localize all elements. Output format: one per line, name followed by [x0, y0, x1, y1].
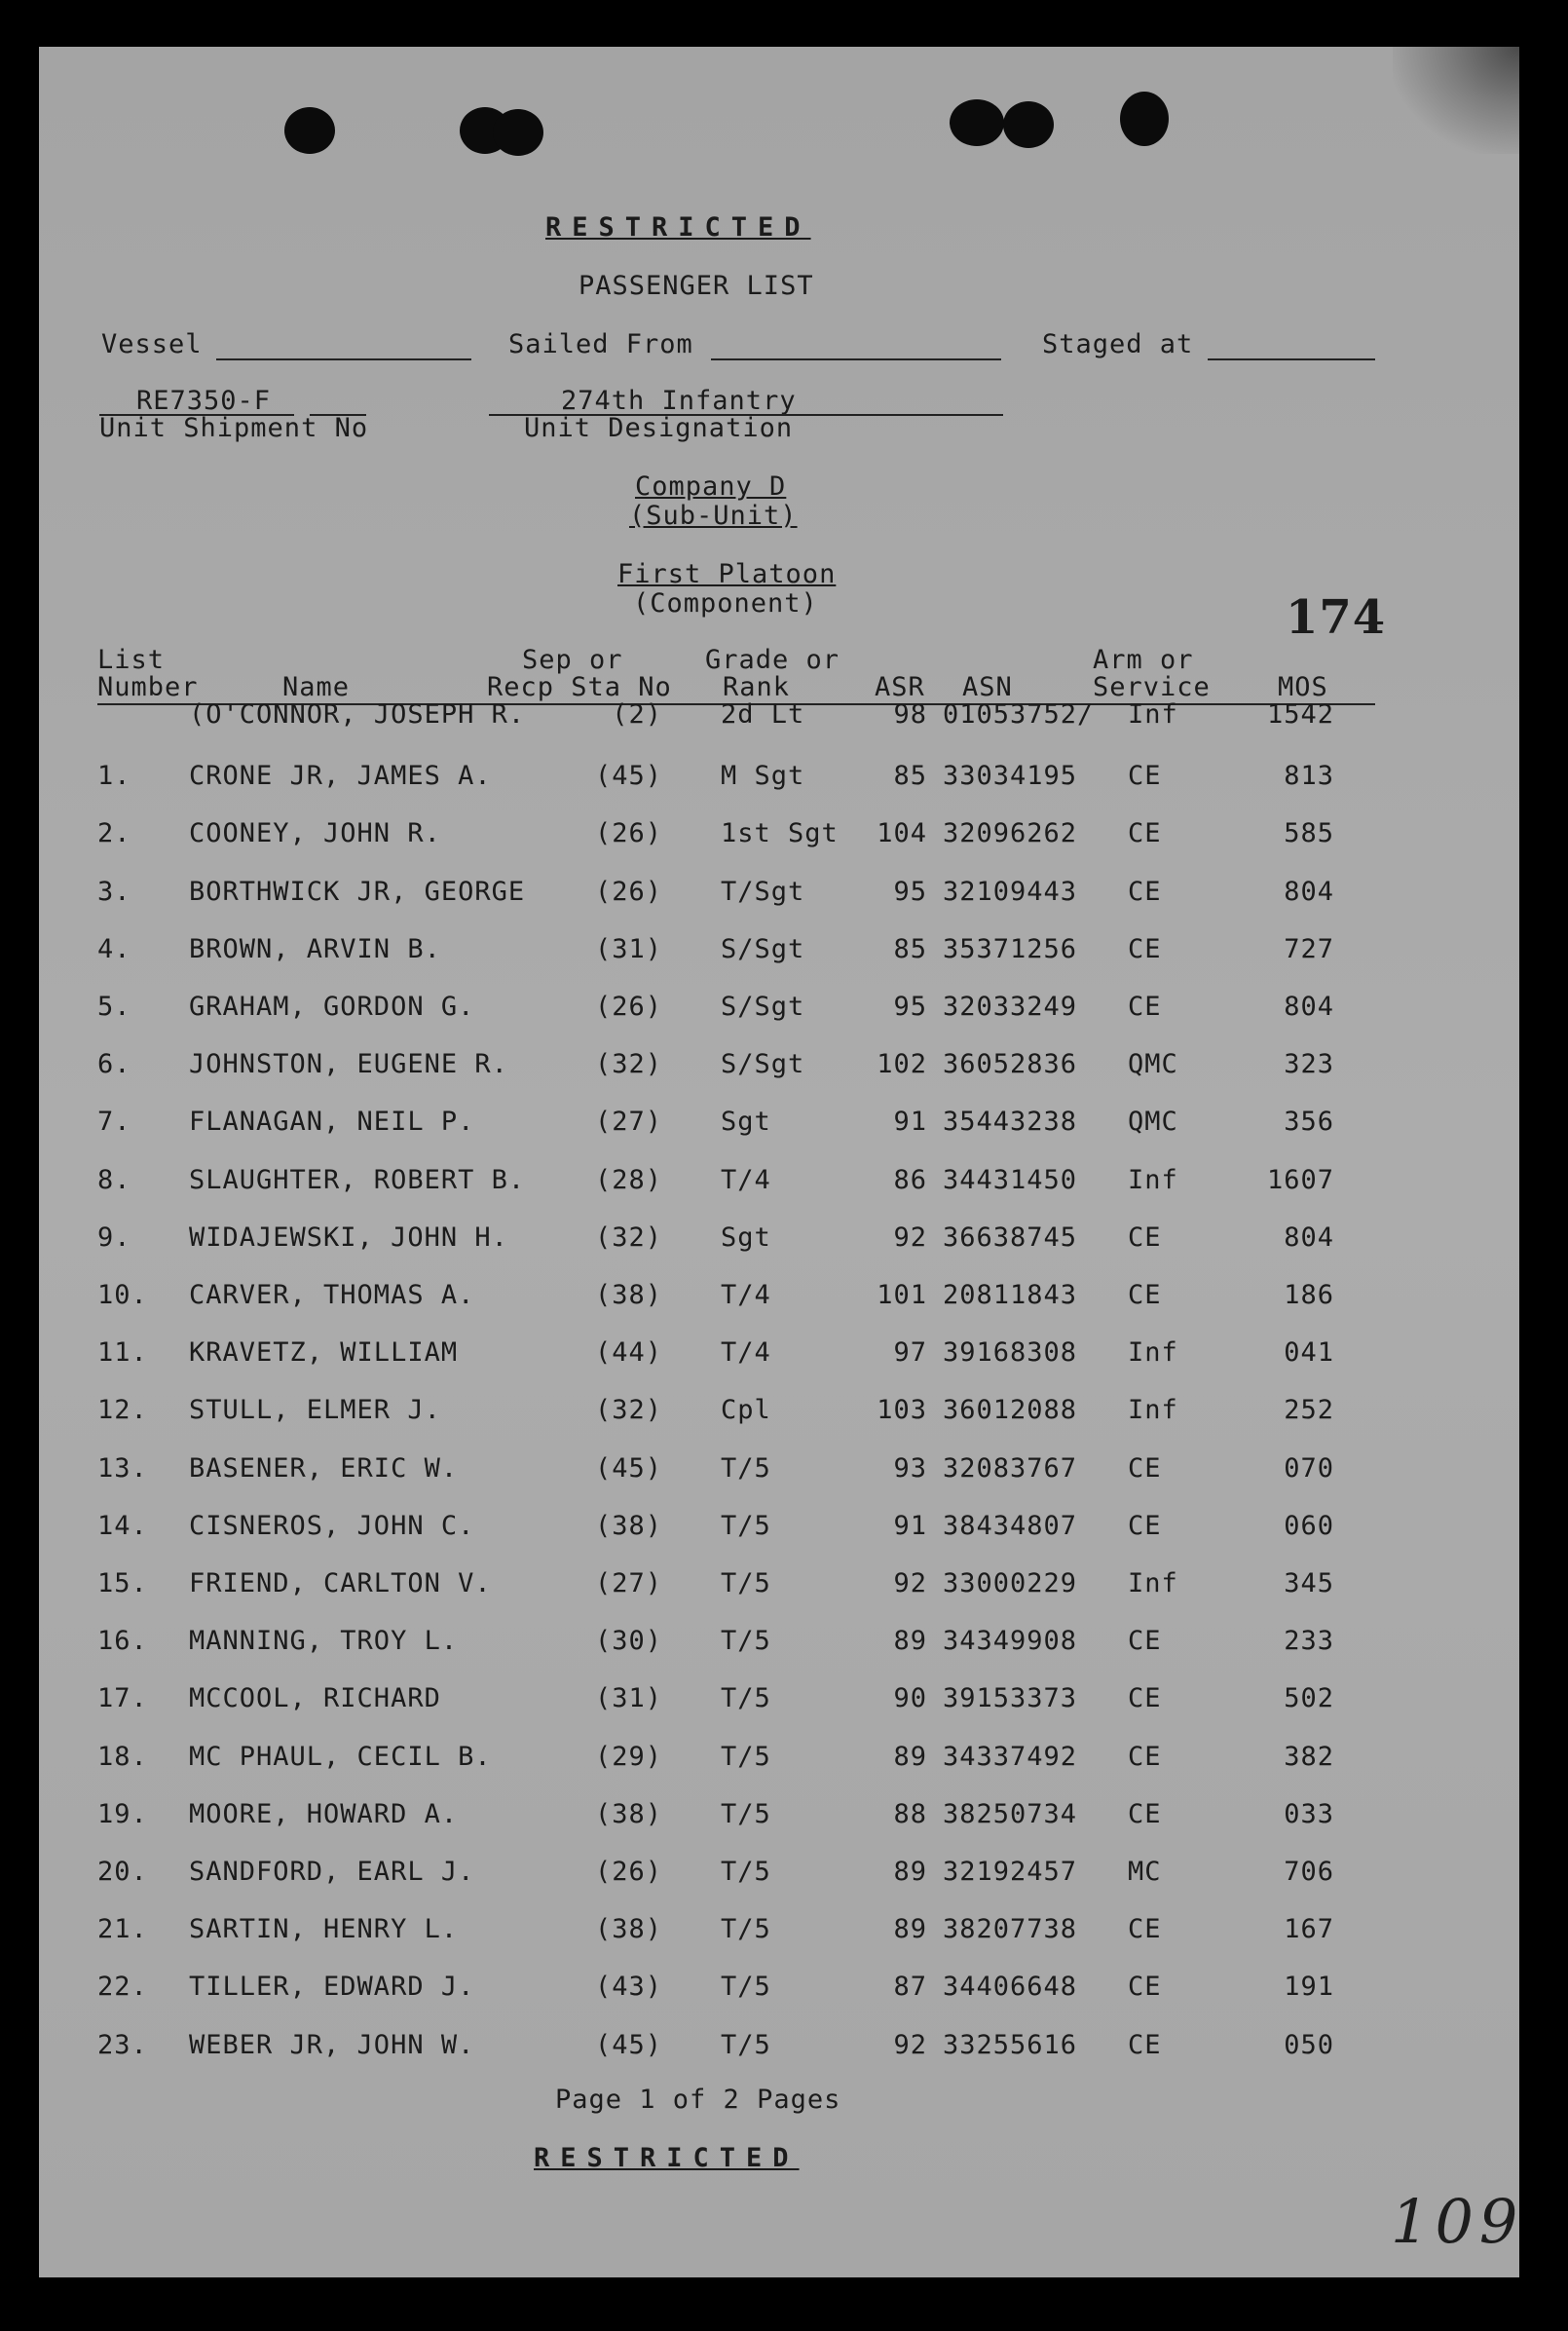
cell-mos: 070 — [1284, 1453, 1334, 1484]
cell-rank: S/Sgt — [721, 934, 805, 964]
cell-name: BROWN, ARVIN B. — [189, 934, 441, 964]
cell-mos: 323 — [1284, 1049, 1334, 1079]
cell-name: STULL, ELMER J. — [189, 1395, 441, 1425]
table-row — [39, 992, 1519, 1031]
cell-rank: 2d Lt — [721, 699, 805, 730]
staged-at-line — [1208, 358, 1375, 360]
cell-sta: (43) — [594, 1972, 662, 2002]
cell-mos: 050 — [1284, 2030, 1334, 2060]
cell-mos: 041 — [1284, 1337, 1334, 1368]
cell-num: 18. — [97, 1742, 148, 1772]
cell-sta: (28) — [594, 1165, 662, 1195]
cell-svc: CE — [1128, 1222, 1162, 1253]
cell-asr: 93 — [893, 1453, 927, 1484]
cell-num: 19. — [97, 1799, 148, 1829]
cell-svc: QMC — [1128, 1049, 1178, 1079]
cell-num: 23. — [97, 2030, 148, 2060]
cell-asr: 92 — [893, 2030, 927, 2060]
cell-rank: T/5 — [721, 1626, 771, 1656]
cell-mos: 502 — [1284, 1683, 1334, 1713]
cell-sta: (45) — [594, 761, 662, 791]
cell-sta: (38) — [594, 1280, 662, 1310]
cell-mos: 706 — [1284, 1857, 1334, 1887]
cell-asn: 38434807 — [943, 1511, 1078, 1541]
cell-asr: 104 — [877, 818, 927, 848]
cell-svc: CE — [1128, 1972, 1162, 2002]
cell-sta: (44) — [594, 1337, 662, 1368]
cell-asr: 103 — [877, 1395, 927, 1425]
cell-asn: 33255616 — [943, 2030, 1078, 2060]
cell-asn: 39153373 — [943, 1683, 1078, 1713]
cell-sta: (38) — [594, 1914, 662, 1944]
punch-hole — [950, 99, 1004, 146]
cell-svc: CE — [1128, 1683, 1162, 1713]
cell-name: BASENER, ERIC W. — [189, 1453, 459, 1484]
cell-asn: 36638745 — [943, 1222, 1078, 1253]
cell-svc: CE — [1128, 1914, 1162, 1944]
cell-name: SLAUGHTER, ROBERT B. — [189, 1165, 526, 1195]
cell-mos: 727 — [1284, 934, 1334, 964]
cell-num: 3. — [97, 877, 131, 907]
cell-mos: 252 — [1284, 1395, 1334, 1425]
cell-asr: 89 — [893, 1857, 927, 1887]
sailed-from-label: Sailed From — [508, 329, 693, 359]
cell-sta: (32) — [594, 1395, 662, 1425]
cell-mos: 345 — [1284, 1568, 1334, 1598]
cell-mos: 382 — [1284, 1742, 1334, 1772]
cell-mos: 804 — [1284, 877, 1334, 907]
vessel-label: Vessel — [101, 329, 203, 359]
cell-mos: 813 — [1284, 761, 1334, 791]
cell-asn: 38250734 — [943, 1799, 1078, 1829]
cell-asn: 32033249 — [943, 992, 1078, 1022]
table-row — [39, 934, 1519, 973]
cell-name: WIDAJEWSKI, JOHN H. — [189, 1222, 508, 1253]
table-row — [39, 1799, 1519, 1838]
cell-name: CARVER, THOMAS A. — [189, 1280, 475, 1310]
cell-asn: 01053752/ — [943, 699, 1095, 730]
cell-svc: Inf — [1128, 699, 1178, 730]
table-row — [39, 761, 1519, 800]
cell-svc: CE — [1128, 818, 1162, 848]
cell-name: SANDFORD, EARL J. — [189, 1857, 475, 1887]
component-label: (Component) — [633, 588, 818, 619]
cell-sta: (38) — [594, 1511, 662, 1541]
cell-asr: 91 — [893, 1107, 927, 1137]
cell-num: 20. — [97, 1857, 148, 1887]
cell-name: TILLER, EDWARD J. — [189, 1972, 475, 2002]
cell-asr: 88 — [893, 1799, 927, 1829]
cell-svc: Inf — [1128, 1395, 1178, 1425]
table-row — [39, 1914, 1519, 1953]
cell-asr: 91 — [893, 1511, 927, 1541]
cell-asr: 92 — [893, 1222, 927, 1253]
cell-asn: 38207738 — [943, 1914, 1078, 1944]
cell-mos: 167 — [1284, 1914, 1334, 1944]
cell-svc: Inf — [1128, 1165, 1178, 1195]
cell-svc: CE — [1128, 761, 1162, 791]
col-sep-top: Sep or — [522, 645, 623, 675]
cell-asn: 34431450 — [943, 1165, 1078, 1195]
cell-asr: 90 — [893, 1683, 927, 1713]
cell-rank: S/Sgt — [721, 992, 805, 1022]
cell-asn: 32096262 — [943, 818, 1078, 848]
vessel-line — [216, 358, 471, 360]
cell-asn: 36052836 — [943, 1049, 1078, 1079]
cell-rank: T/5 — [721, 1742, 771, 1772]
col-list-bottom: Number — [97, 672, 199, 702]
col-grade-bottom: Rank — [723, 672, 791, 702]
cell-rank: T/5 — [721, 1799, 771, 1829]
cell-num: 11. — [97, 1337, 148, 1368]
page-count: Page 1 of 2 Pages — [555, 2085, 841, 2115]
cell-rank: T/Sgt — [721, 877, 805, 907]
component-value: First Platoon — [617, 559, 837, 589]
punch-hole — [1120, 92, 1169, 146]
cell-name: WEBER JR, JOHN W. — [189, 2030, 475, 2060]
cell-asr: 89 — [893, 1626, 927, 1656]
cell-name: COONEY, JOHN R. — [189, 818, 441, 848]
cell-svc: CE — [1128, 1511, 1162, 1541]
cell-mos: 585 — [1284, 818, 1334, 848]
cell-rank: Sgt — [721, 1222, 771, 1253]
table-row — [39, 1337, 1519, 1376]
cell-asr: 89 — [893, 1742, 927, 1772]
table-row — [39, 877, 1519, 916]
cell-asn: 35371256 — [943, 934, 1078, 964]
col-asr: ASR — [875, 672, 925, 702]
cell-rank: T/5 — [721, 1453, 771, 1484]
cell-rank: T/4 — [721, 1165, 771, 1195]
cell-svc: Inf — [1128, 1337, 1178, 1368]
cell-asr: 87 — [893, 1972, 927, 2002]
cell-sta: (38) — [594, 1799, 662, 1829]
cell-num: 9. — [97, 1222, 131, 1253]
cell-sta: (45) — [594, 1453, 662, 1484]
cell-asn: 34337492 — [943, 1742, 1078, 1772]
table-row — [39, 2030, 1519, 2069]
cell-svc: CE — [1128, 1280, 1162, 1310]
cell-rank: T/5 — [721, 2030, 771, 2060]
cell-num: 6. — [97, 1049, 131, 1079]
cell-mos: 060 — [1284, 1511, 1334, 1541]
cell-asn: 36012088 — [943, 1395, 1078, 1425]
col-arm-top: Arm or — [1093, 645, 1194, 675]
cell-svc: QMC — [1128, 1107, 1178, 1137]
cell-asr: 97 — [893, 1337, 927, 1368]
cell-asn: 34349908 — [943, 1626, 1078, 1656]
punch-hole — [284, 107, 335, 154]
table-row — [39, 1626, 1519, 1665]
cell-asr: 98 — [893, 699, 927, 730]
cell-num: 10. — [97, 1280, 148, 1310]
cell-sta: (27) — [594, 1568, 662, 1598]
cell-sta: (31) — [594, 1683, 662, 1713]
cell-svc: CE — [1128, 1626, 1162, 1656]
cell-name: MOORE, HOWARD A. — [189, 1799, 459, 1829]
cell-num: 22. — [97, 1972, 148, 2002]
cell-rank: T/4 — [721, 1337, 771, 1368]
cell-asr: 95 — [893, 877, 927, 907]
col-grade-top: Grade or — [705, 645, 840, 675]
restricted-title-bottom: RESTRICTED — [534, 2143, 800, 2173]
cell-name: MCCOOL, RICHARD — [189, 1683, 441, 1713]
cell-rank: T/4 — [721, 1280, 771, 1310]
cell-name: GRAHAM, GORDON G. — [189, 992, 475, 1022]
table-row — [39, 1165, 1519, 1204]
cell-rank: Cpl — [721, 1395, 771, 1425]
cell-num: 16. — [97, 1626, 148, 1656]
cell-sta: (32) — [594, 1222, 662, 1253]
cell-name: KRAVETZ, WILLIAM — [189, 1337, 459, 1368]
cell-mos: 033 — [1284, 1799, 1334, 1829]
cell-name: JOHNSTON, EUGENE R. — [189, 1049, 508, 1079]
cell-num: 21. — [97, 1914, 148, 1944]
cell-rank: T/5 — [721, 1568, 771, 1598]
cell-sta: (45) — [594, 2030, 662, 2060]
shipment-number-label: Unit Shipment No — [99, 413, 369, 443]
cell-svc: CE — [1128, 1742, 1162, 1772]
unit-designation-value: 274th Infantry — [561, 386, 797, 416]
table-row — [39, 1280, 1519, 1319]
cell-svc: CE — [1128, 1799, 1162, 1829]
cell-asr: 102 — [877, 1049, 927, 1079]
cell-asn: 32192457 — [943, 1857, 1078, 1887]
table-row — [39, 699, 1519, 738]
unit-designation-label: Unit Designation — [524, 413, 794, 443]
cell-asn: 33034195 — [943, 761, 1078, 791]
col-list-top: List — [97, 645, 166, 675]
cell-name: MANNING, TROY L. — [189, 1626, 459, 1656]
table-row — [39, 1742, 1519, 1781]
punch-hole — [493, 109, 543, 156]
cell-mos: 233 — [1284, 1626, 1334, 1656]
cell-num: 4. — [97, 934, 131, 964]
cell-mos: 1542 — [1266, 699, 1334, 730]
cell-asn: 34406648 — [943, 1972, 1078, 2002]
table-row — [39, 1049, 1519, 1088]
table-row — [39, 1222, 1519, 1261]
cell-num: 2. — [97, 818, 131, 848]
cell-sta: (26) — [594, 818, 662, 848]
shipment-number-value: RE7350-F — [136, 386, 272, 416]
cell-rank: Sgt — [721, 1107, 771, 1137]
cell-num: 13. — [97, 1453, 148, 1484]
cell-asr: 86 — [893, 1165, 927, 1195]
page-stamp-number: 174 — [1286, 590, 1387, 645]
cell-asn: 32109443 — [943, 877, 1078, 907]
table-row — [39, 1857, 1519, 1896]
cell-rank: T/5 — [721, 1511, 771, 1541]
cell-num: 8. — [97, 1165, 131, 1195]
cell-name: BORTHWICK JR, GEORGE — [189, 877, 526, 907]
cell-rank: M Sgt — [721, 761, 805, 791]
cell-asn: 39168308 — [943, 1337, 1078, 1368]
cell-asr: 92 — [893, 1568, 927, 1598]
cell-svc: CE — [1128, 877, 1162, 907]
cell-sta: (31) — [594, 934, 662, 964]
col-name: Name — [282, 672, 351, 702]
cell-name: SARTIN, HENRY L. — [189, 1914, 459, 1944]
document-sheet — [39, 47, 1524, 2277]
cell-rank: T/5 — [721, 1683, 771, 1713]
table-row — [39, 818, 1519, 857]
cell-rank: T/5 — [721, 1857, 771, 1887]
cell-svc: CE — [1128, 934, 1162, 964]
cell-asr: 85 — [893, 934, 927, 964]
table-row — [39, 1107, 1519, 1146]
cell-asr: 101 — [877, 1280, 927, 1310]
table-row — [39, 1511, 1519, 1550]
cell-name: FLANAGAN, NEIL P. — [189, 1107, 475, 1137]
cell-sta: (27) — [594, 1107, 662, 1137]
col-asn: ASN — [962, 672, 1013, 702]
cell-asn: 32083767 — [943, 1453, 1078, 1484]
cell-sta: (26) — [594, 992, 662, 1022]
col-arm-bottom: Service — [1093, 672, 1211, 702]
cell-asr: 85 — [893, 761, 927, 791]
cell-asr: 95 — [893, 992, 927, 1022]
staged-at-label: Staged at — [1042, 329, 1194, 359]
cell-mos: 186 — [1284, 1280, 1334, 1310]
table-row — [39, 1453, 1519, 1492]
cell-rank: 1st Sgt — [721, 818, 839, 848]
cell-sta: (26) — [594, 1857, 662, 1887]
cell-mos: 1607 — [1266, 1165, 1334, 1195]
sailed-from-line — [711, 358, 1001, 360]
cell-num: 14. — [97, 1511, 148, 1541]
cell-asr: 89 — [893, 1914, 927, 1944]
cell-mos: 804 — [1284, 992, 1334, 1022]
cell-svc: CE — [1128, 992, 1162, 1022]
cell-svc: Inf — [1128, 1568, 1178, 1598]
corner-shadow — [1393, 47, 1519, 154]
cell-sta: (32) — [594, 1049, 662, 1079]
cell-name: CISNEROS, JOHN C. — [189, 1511, 475, 1541]
cell-asn: 33000229 — [943, 1568, 1078, 1598]
col-mos: MOS — [1278, 672, 1328, 702]
punch-hole — [1003, 101, 1054, 148]
cell-num: 1. — [97, 761, 131, 791]
cell-svc: MC — [1128, 1857, 1162, 1887]
cell-num: 5. — [97, 992, 131, 1022]
handwritten-number: 109 — [1391, 2186, 1524, 2257]
sub-unit-label: (Sub-Unit) — [629, 501, 798, 531]
table-row — [39, 1972, 1519, 2011]
cell-rank: T/5 — [721, 1914, 771, 1944]
cell-sta: (29) — [594, 1742, 662, 1772]
cell-num: 7. — [97, 1107, 131, 1137]
table-row — [39, 1568, 1519, 1607]
cell-sta: (26) — [594, 877, 662, 907]
table-row — [39, 1395, 1519, 1434]
cell-name: (O'CONNOR, JOSEPH R. — [189, 699, 526, 730]
table-row — [39, 1683, 1519, 1722]
cell-rank: T/5 — [721, 1972, 771, 2002]
cell-rank: S/Sgt — [721, 1049, 805, 1079]
cell-num: 17. — [97, 1683, 148, 1713]
col-sep-bottom: Recp Sta No — [487, 672, 672, 702]
cell-asn: 20811843 — [943, 1280, 1078, 1310]
cell-asn: 35443238 — [943, 1107, 1078, 1137]
cell-name: FRIEND, CARLTON V. — [189, 1568, 492, 1598]
passenger-list-title: PASSENGER LIST — [579, 271, 814, 301]
cell-num: 15. — [97, 1568, 148, 1598]
cell-mos: 356 — [1284, 1107, 1334, 1137]
cell-sta: (30) — [594, 1626, 662, 1656]
cell-mos: 191 — [1284, 1972, 1334, 2002]
cell-sta: (2) — [612, 699, 662, 730]
cell-name: CRONE JR, JAMES A. — [189, 761, 492, 791]
cell-name: MC PHAUL, CECIL B. — [189, 1742, 492, 1772]
cell-svc: CE — [1128, 2030, 1162, 2060]
cell-svc: CE — [1128, 1453, 1162, 1484]
cell-mos: 804 — [1284, 1222, 1334, 1253]
restricted-title-top: RESTRICTED — [545, 212, 811, 243]
cell-num: 12. — [97, 1395, 148, 1425]
sub-unit-value: Company D — [635, 471, 787, 502]
